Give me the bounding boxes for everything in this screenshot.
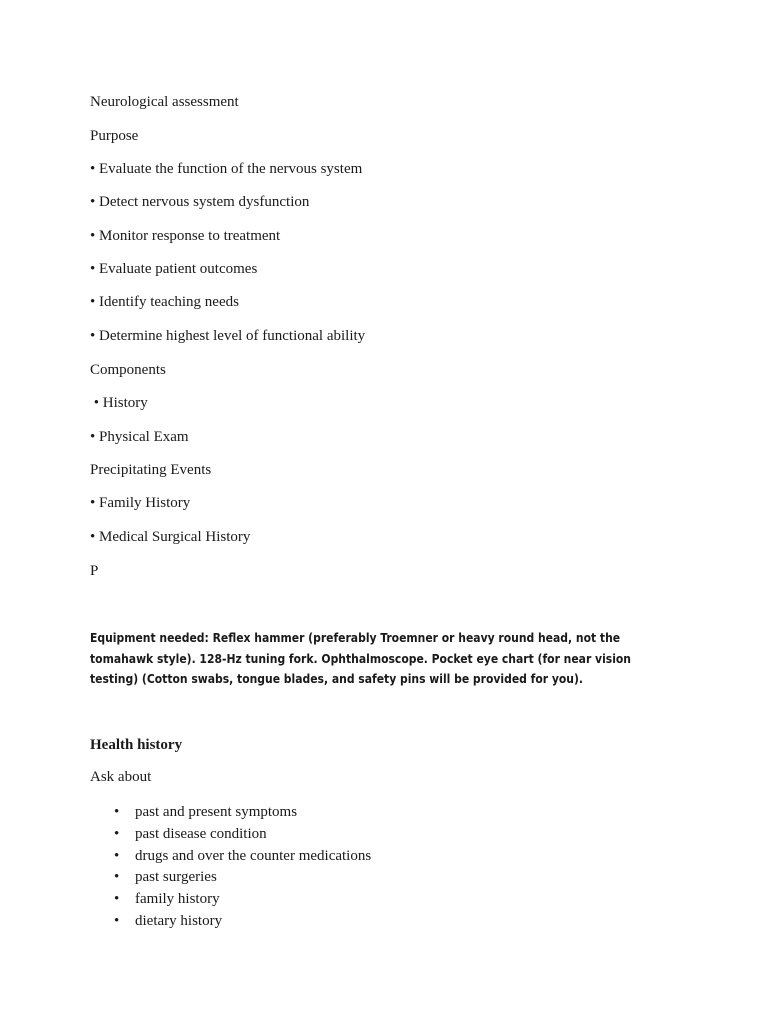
list-item: • drugs and over the counter medications (90, 846, 371, 868)
precipitating-item: • Family History (90, 495, 191, 511)
purpose-item: • Identify teaching needs (90, 294, 239, 310)
purpose-item: • Evaluate the function of the nervous system (90, 161, 363, 177)
purpose-item: • Monitor response to treatment (90, 228, 281, 244)
bullet-icon: • (114, 891, 120, 908)
list-item: • past surgeries (90, 867, 371, 889)
bullet-icon: • (114, 912, 120, 929)
bullet-icon: • (114, 847, 120, 864)
list-item: • family history (90, 889, 371, 911)
ask-about-list (90, 802, 371, 933)
purpose-item: • Detect nervous system dysfunction (90, 194, 310, 210)
equipment-paragraph: Equipment needed: Reflex hammer (preferably Troemner or heavy round head, not the tomahawk style). 128-Hz tuning fork. Ophthalmoscope. Pocket eye chart (for near vision testing) (Cotton swabs, tongue blades, and safety pins will be provided for you). (90, 631, 631, 686)
components-heading: Components (90, 362, 166, 378)
list-item: • past disease condition (90, 824, 371, 846)
purpose-heading: Purpose (90, 128, 139, 144)
purpose-item: • Evaluate patient outcomes (90, 261, 258, 277)
bullet-icon: • (114, 804, 120, 820)
document-title: Neurological assessment (90, 94, 239, 110)
list-item: • past and present symptoms (90, 802, 371, 824)
components-item: • History (90, 395, 148, 411)
stray-letter: P (90, 563, 99, 579)
bullet-icon: • (114, 869, 120, 886)
health-history-heading: Health history (90, 737, 183, 753)
list-item: • dietary history (90, 911, 371, 933)
precipitating-heading: Precipitating Events (90, 462, 212, 478)
components-item: • Physical Exam (90, 429, 189, 445)
precipitating-item: • Medical Surgical History (90, 529, 251, 545)
purpose-item: • Determine highest level of functional ability (90, 328, 366, 344)
ask-about-label: Ask about (90, 769, 152, 785)
bullet-icon: • (114, 825, 120, 842)
